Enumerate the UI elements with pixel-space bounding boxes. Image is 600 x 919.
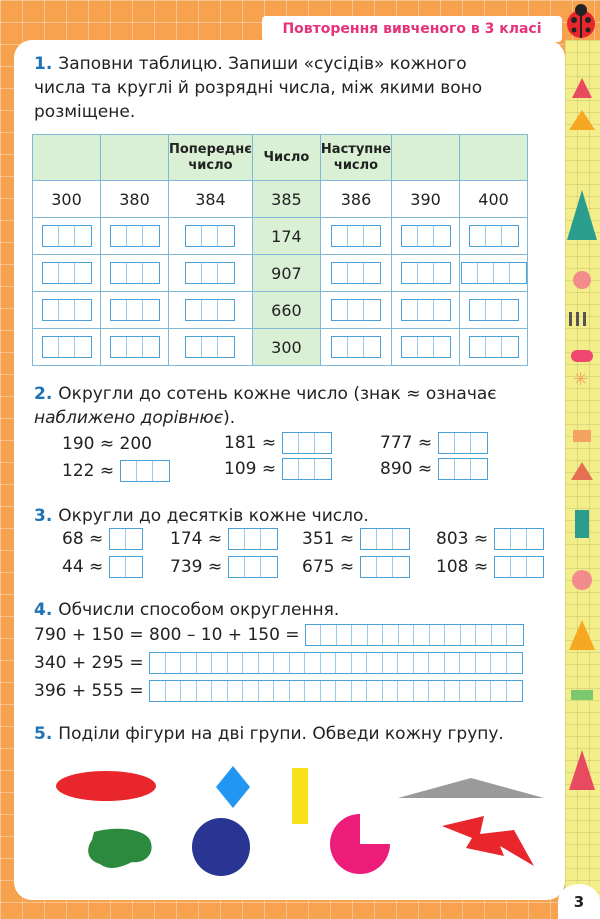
navy-circle[interactable] [192,818,250,876]
answer-line[interactable] [305,624,524,646]
task1-line3: розміщене. [34,102,136,122]
table-example-row [33,181,528,218]
table-cell: 400 [460,181,528,218]
answer-cell[interactable] [33,255,101,292]
answer-box[interactable] [228,528,278,550]
green-blob[interactable] [88,829,151,868]
answer-cell[interactable] [320,218,391,255]
answer-cell[interactable] [169,255,253,292]
task3-item: 675 ≈ [302,556,410,578]
answer-cell[interactable] [33,292,101,329]
answer-cell[interactable] [460,329,528,366]
answer-box[interactable] [438,458,488,480]
task3-item: 803 ≈ [436,528,544,550]
answer-cell[interactable] [320,329,391,366]
answer-box[interactable] [282,458,332,480]
header-cell [392,135,460,181]
answer-cell[interactable] [33,218,101,255]
table-cell: 384 [169,181,253,218]
answer-cell[interactable] [101,255,169,292]
neighbors-table [32,134,528,366]
answer-cell[interactable] [33,329,101,366]
side-decorations [565,50,600,830]
header-cell [101,135,169,181]
red-ellipse[interactable] [56,771,156,801]
answer-cell[interactable] [460,255,528,292]
table-cell: 380 [101,181,169,218]
task2-number: 2. [34,384,53,404]
answer-cell[interactable] [460,292,528,329]
answer-cell[interactable] [101,329,169,366]
section-banner [262,16,562,42]
answer-cell[interactable] [320,255,391,292]
task1-line2: числа та круглі й розрядні числа, між якими воно [34,78,483,98]
grey-triangle[interactable] [398,778,544,798]
task4-item: 790 + 150 = 800 – 10 + 150 = [34,624,524,646]
answer-cell[interactable] [101,218,169,255]
task1-text [34,52,482,124]
task4-text [34,598,339,622]
task3-item: 44 ≈ [62,556,143,578]
answer-cell[interactable] [320,292,391,329]
answer-line[interactable] [149,680,523,702]
answer-box[interactable] [109,556,143,578]
table-cell: 300 [33,181,101,218]
header-cell [460,135,528,181]
answer-box[interactable] [228,556,278,578]
svg-text:✳: ✳ [573,369,589,390]
answer-cell[interactable] [392,255,460,292]
answer-box[interactable] [360,528,410,550]
answer-line[interactable] [149,652,523,674]
answer-box[interactable] [438,432,488,454]
task2-text [34,382,497,430]
table-cell: 385 [252,181,320,218]
given-number: 174 [252,218,320,255]
task3-item: 174 ≈ [170,528,278,550]
task1-number: 1. [34,54,53,74]
answer-box[interactable] [109,528,143,550]
header-cell [33,135,101,181]
answer-box[interactable] [494,556,544,578]
page-number: 3 [558,884,600,919]
task3-item: 108 ≈ [436,556,544,578]
table-row [33,255,528,292]
task4-line: Обчисли способом округлення. [58,600,340,620]
table-cell: 390 [392,181,460,218]
answer-box[interactable] [494,528,544,550]
answer-cell[interactable] [169,292,253,329]
table-row [33,292,528,329]
task2-item: 181 ≈ [224,432,332,454]
answer-cell[interactable] [392,218,460,255]
red-lightning[interactable] [442,816,534,866]
answer-box[interactable] [360,556,410,578]
answer-cell[interactable] [460,218,528,255]
answer-box[interactable] [120,460,170,482]
task5-text [34,722,504,746]
given-number: 660 [252,292,320,329]
task2-item: 777 ≈ [380,432,488,454]
task4-item: 340 + 295 = [34,652,523,674]
task2-item: 190 ≈ 200 [62,434,152,454]
shapes-area [14,756,554,880]
table-cell: 386 [320,181,391,218]
task2-line1: Округли до сотень кожне число (знак ≈ означає [58,384,497,404]
answer-cell[interactable] [169,329,253,366]
task2-item: 122 ≈ [62,460,170,482]
answer-cell[interactable] [392,329,460,366]
task2-end: ). [223,408,236,428]
task2-item: 109 ≈ [224,458,332,480]
given-number: 300 [252,329,320,366]
task4-number: 4. [34,600,53,620]
task5-number: 5. [34,724,53,744]
task4-item: 396 + 555 = [34,680,523,702]
task2-italic: наближено дорівнює [34,408,224,428]
answer-cell[interactable] [392,292,460,329]
table-row [33,218,528,255]
answer-box[interactable] [282,432,332,454]
task1-line1: Заповни таблицю. Запиши «сусідів» кожного [58,54,467,74]
table-header-row [33,135,528,181]
task3-line: Округли до десятків кожне число. [58,506,369,526]
header-cell: Попереднє число [169,135,253,181]
magenta-sector[interactable] [330,814,390,874]
blue-rhombus[interactable] [216,766,250,808]
task3-text [34,504,369,528]
yellow-rectangle[interactable] [292,768,308,824]
header-cell: Число [252,135,320,181]
task3-item: 68 ≈ [62,528,143,550]
task3-item: 739 ≈ [170,556,278,578]
section-title: Повторення вивченого в 3 класі [282,21,542,37]
ladybug-icon [563,2,599,40]
task5-line: Поділи фігури на дві групи. Обведи кожну групу. [58,724,504,744]
given-number: 907 [252,255,320,292]
answer-cell[interactable] [101,292,169,329]
task3-number: 3. [34,506,53,526]
answer-cell[interactable] [169,218,253,255]
task2-item: 890 ≈ [380,458,488,480]
table-row [33,329,528,366]
header-cell: Наступне число [320,135,391,181]
task3-item: 351 ≈ [302,528,410,550]
